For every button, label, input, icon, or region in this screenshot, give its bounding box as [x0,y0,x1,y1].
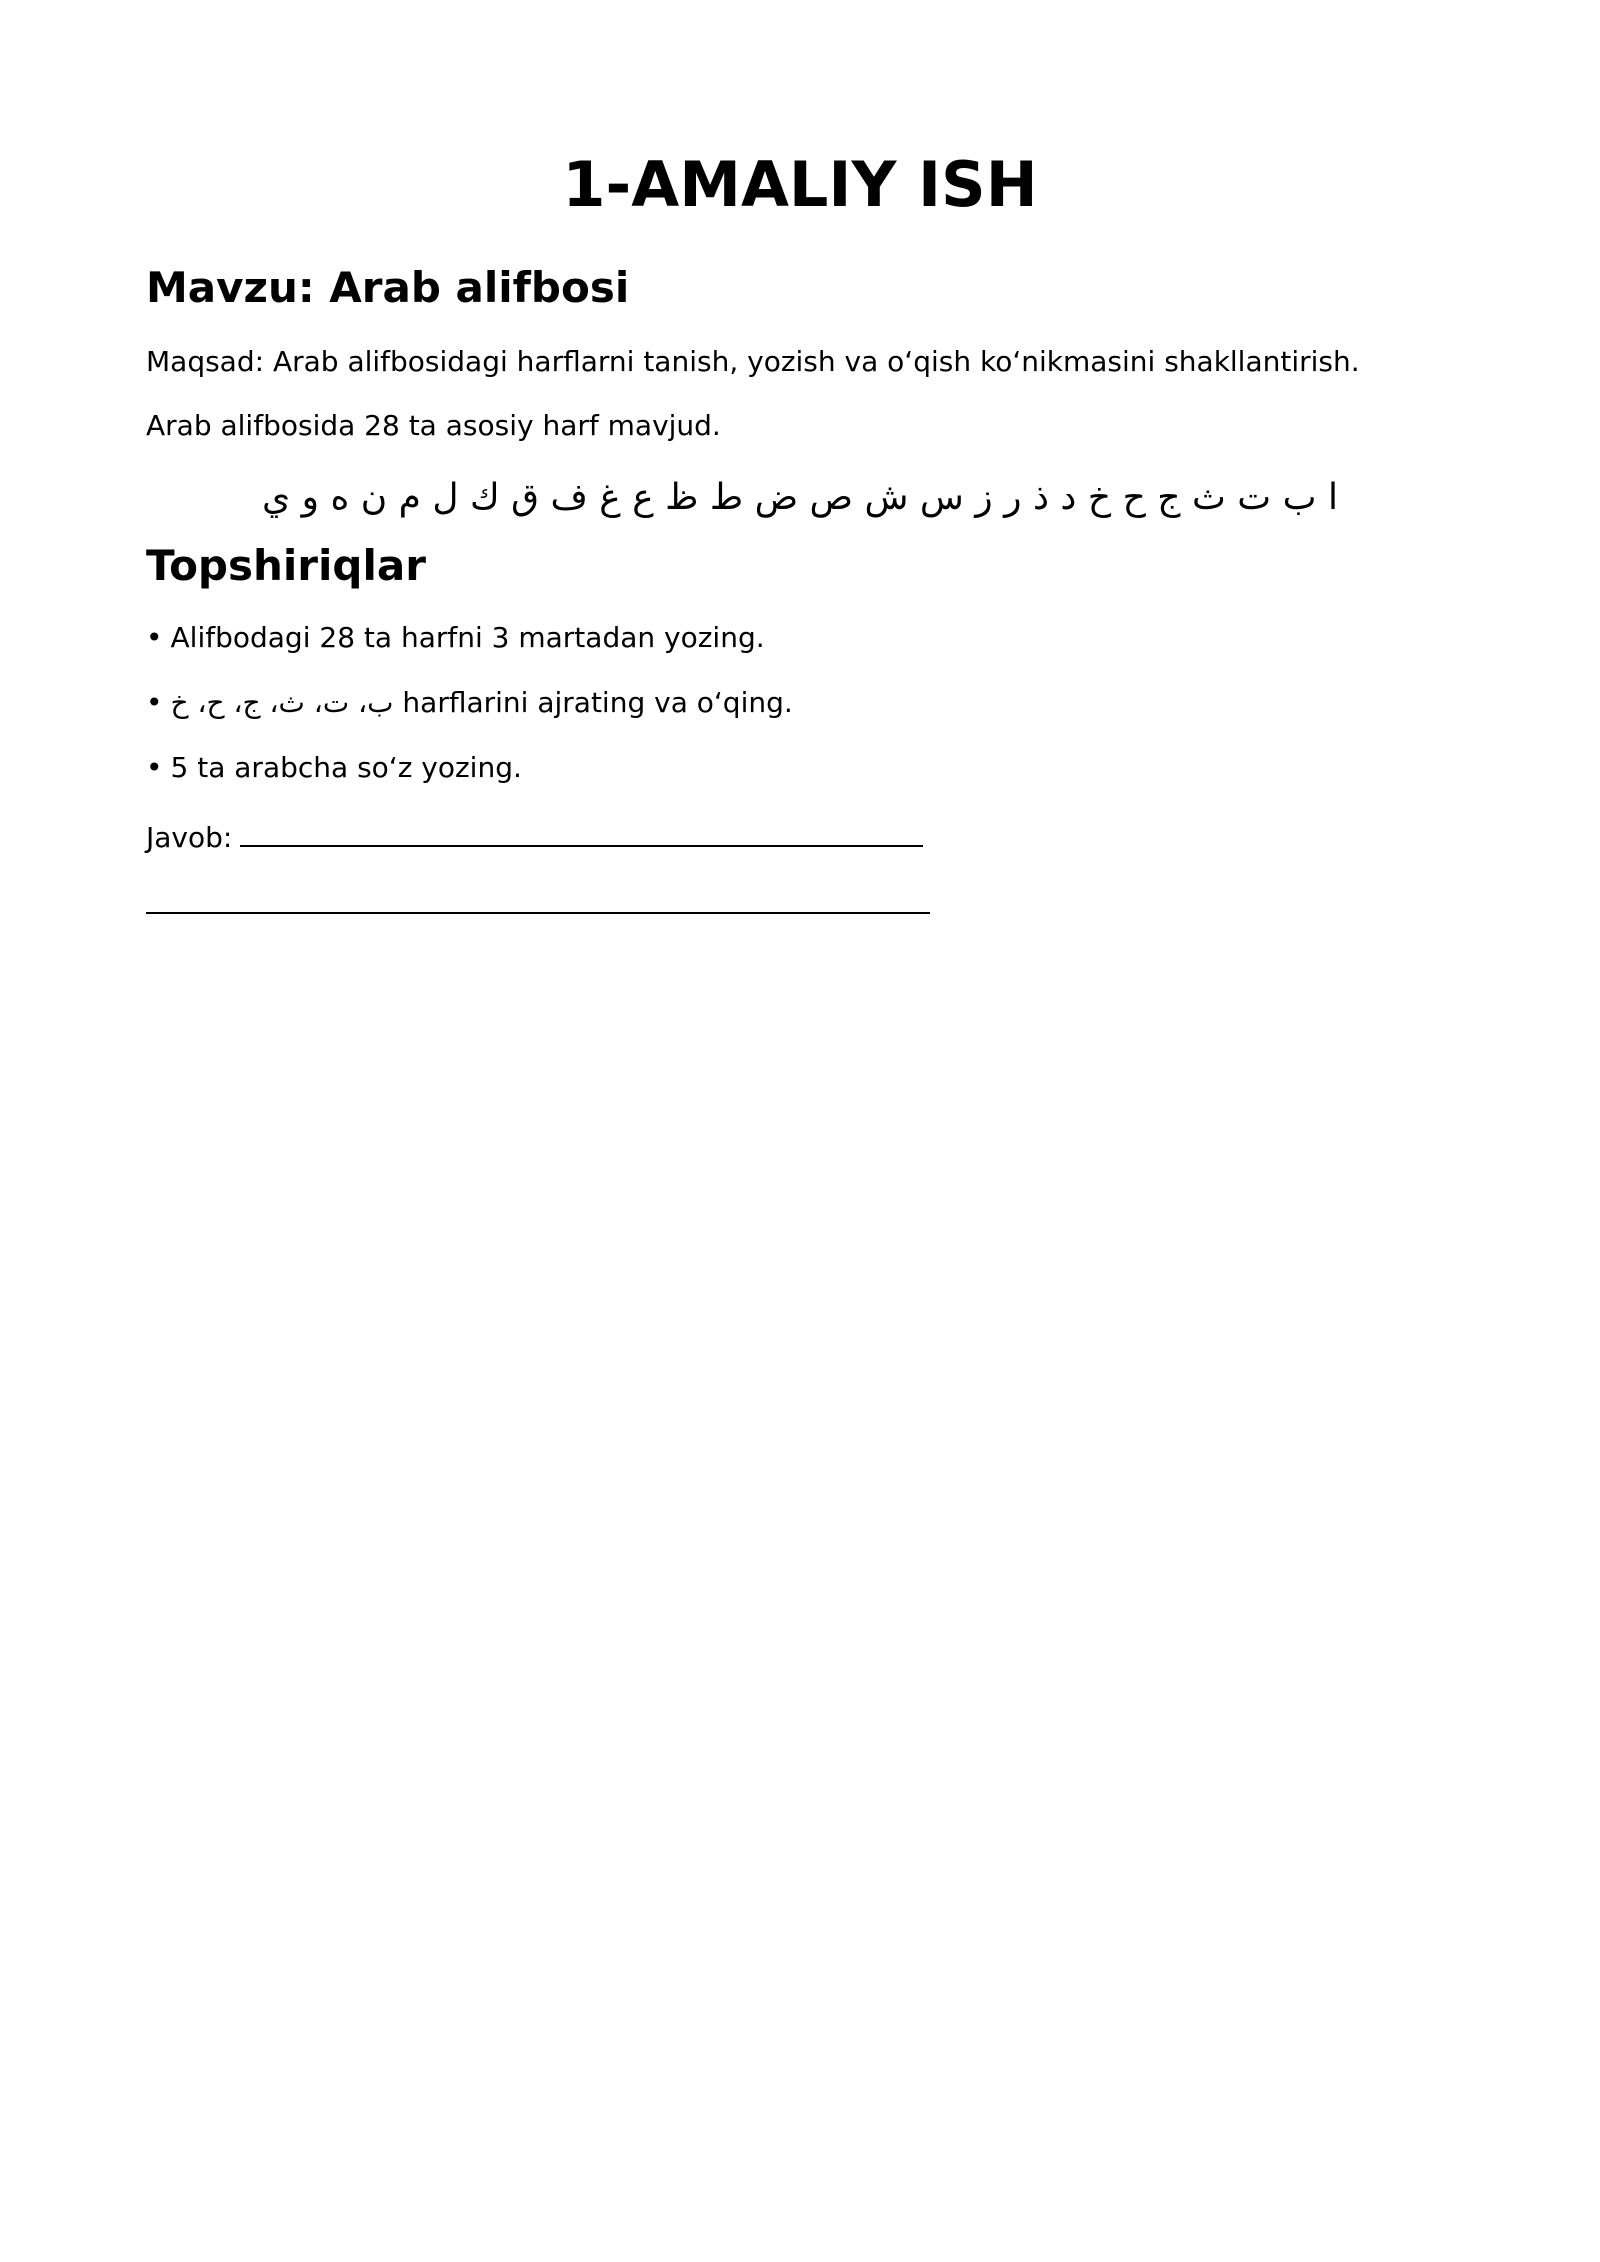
bullet-icon: • [146,751,163,784]
arabic-alphabet: ا ب ت ث ج ح خ د ذ ر ز س ش ص ض ط ظ ع غ ف ق ك ل م ن ه و ي [262,477,1338,518]
tasks-heading: Topshiriqlar [146,541,426,590]
task-item-3 [146,748,793,813]
answer-blank-line[interactable] [240,813,923,847]
task-item-2-letters: ب، ت، ث، ج، ح، خ [170,686,394,719]
answer-label: Javob: [146,821,233,854]
task-item-1-text: Alifbodagi 28 ta harfni 3 martadan yozing. [170,621,765,654]
task-item-2 [146,683,793,748]
task-list [146,618,793,813]
topic-heading: Mavzu: Arab alifbosi [146,263,630,312]
task-item-2-text: harflarini ajrating va o‘qing. [393,686,793,719]
answer-extra-line[interactable] [146,912,930,914]
goal-text: Maqsad: Arab alifbosidagi harflarni tanish, yozish va o‘qish ko‘nikmasini shakllantirish. [146,345,1360,378]
page-title: 1-AMALIY ISH [562,148,1038,221]
task-item-3-text: 5 ta arabcha so‘z yozing. [170,751,522,784]
task-item-1 [146,618,793,683]
letter-count-text: Arab alifbosida 28 ta asosiy harf mavjud. [146,409,721,442]
bullet-icon: • [146,686,163,719]
bullet-icon: • [146,621,163,654]
answer-row [146,813,923,858]
